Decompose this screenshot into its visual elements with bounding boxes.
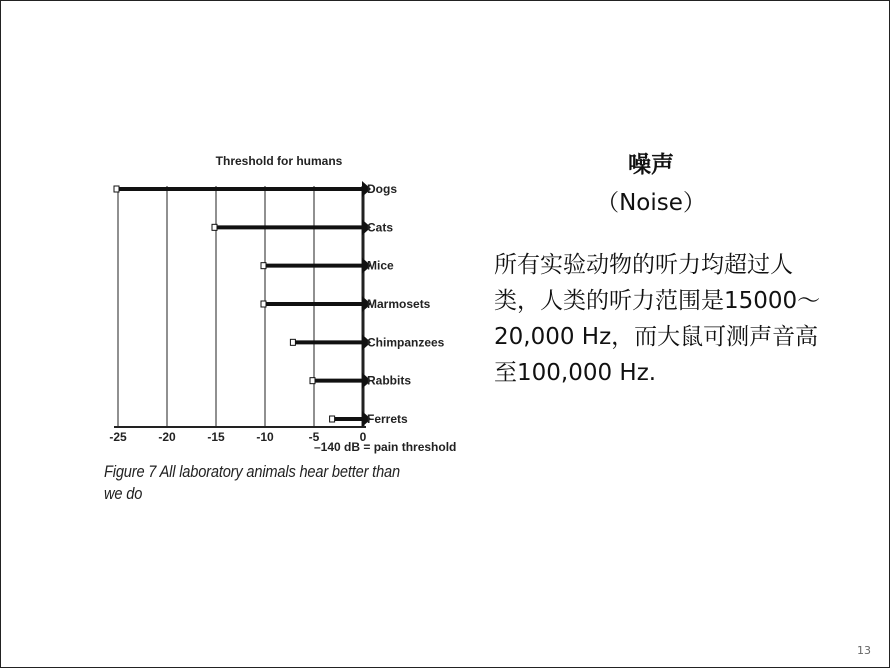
category-label: Mice [367,258,394,273]
page-number: 13 [857,644,871,657]
hearing-threshold-chart [104,144,459,459]
chart-bars [114,181,371,427]
x-tick-label: -10 [256,430,274,444]
figure-caption: Figure 7 All laboratory animals hear better than we do [104,462,400,503]
bar-start-marker [290,339,295,345]
bar-start-marker [261,301,266,307]
x-tick-label: -5 [308,430,320,444]
x-tick-label: -25 [109,430,127,444]
category-label: Ferrets [367,412,408,426]
slide-body-text: 所有实验动物的听力均超过人类，人类的听力范围是15000～20,000 Hz，而大鼠可测声音高至100,000 Hz. [494,252,821,386]
slide-title-chinese: 噪声 [628,152,674,178]
category-label: Cats [367,220,394,235]
slide-title-english: （Noise） [596,190,706,216]
slide-title [561,146,741,222]
x-tick-label: -15 [207,430,225,444]
chart-title: Threshold for humans [215,154,343,168]
x-tick-label: -20 [158,430,176,444]
hearing-threshold-figure [104,144,459,514]
bar-start-marker [212,224,217,230]
category-label: Dogs [367,182,397,196]
chart-category-labels [367,182,445,426]
bar-start-marker [261,263,266,269]
category-label: Chimpanzees [367,335,445,350]
chart-grid [114,186,366,427]
pain-threshold-note: –140 dB = pain threshold [314,440,457,454]
bar-start-marker [310,378,315,384]
bar-start-marker [114,186,119,192]
category-label: Rabbits [367,373,412,388]
category-label: Marmosets [367,297,431,311]
x-tick-label: 0 [359,430,367,444]
bar-start-marker [330,416,335,422]
